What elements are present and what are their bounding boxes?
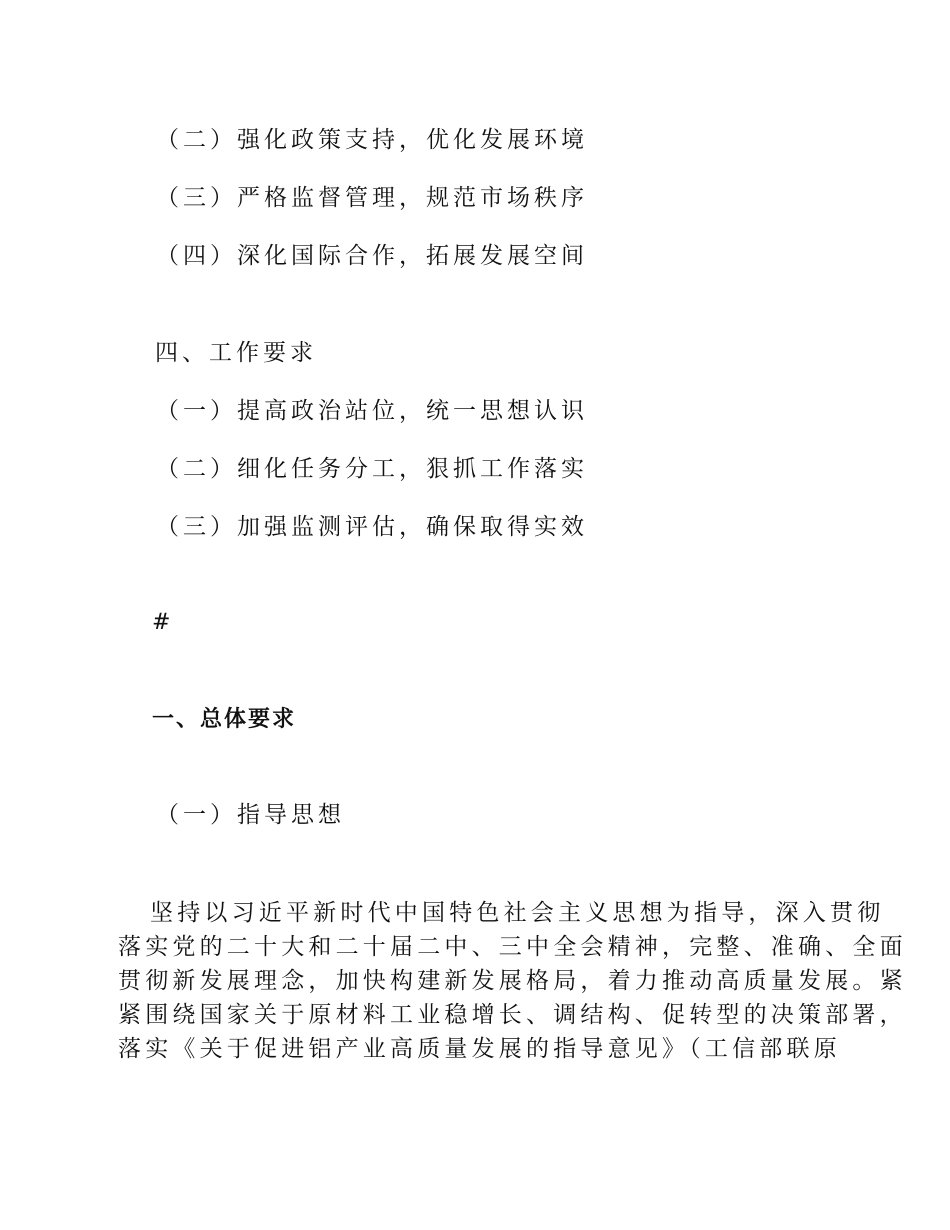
paragraph-line: 坚持以习近平新时代中国特色社会主义思想为指导，深入贯彻 (150, 900, 885, 926)
section4-item-3: （三）加强监测评估，确保取得实效 (156, 514, 588, 540)
section4-heading: 四、工作要求 (155, 340, 317, 366)
section3-item-2: （二）强化政策支持，优化发展环境 (156, 127, 588, 153)
section3-item-4: （四）深化国际合作，拓展发展空间 (156, 243, 588, 269)
paragraph-line: 落实党的二十大和二十届二中、三中全会精神，完整、准确、全面 (118, 934, 907, 960)
paragraph-line: 贯彻新发展理念，加快构建新发展格局，着力推动高质量发展。紧 (118, 968, 907, 994)
guiding-ideology-paragraph (118, 896, 907, 1066)
separator-hash: # (152, 610, 171, 635)
section4-item-2: （二）细化任务分工，狠抓工作落实 (156, 456, 588, 482)
section3-item-3: （三）严格监督管理，规范市场秩序 (156, 185, 588, 211)
section4-item-1: （一）提高政治站位，统一思想认识 (156, 398, 588, 424)
part1-subheading: （一）指导思想 (156, 802, 345, 828)
paragraph-line: 落实《关于促进铝产业高质量发展的指导意见》（工信部联原 (118, 1036, 841, 1062)
part1-heading: 一、总体要求 (152, 707, 297, 732)
paragraph-line: 紧围绕国家关于原材料工业稳增长、调结构、促转型的决策部署， (118, 1002, 907, 1028)
